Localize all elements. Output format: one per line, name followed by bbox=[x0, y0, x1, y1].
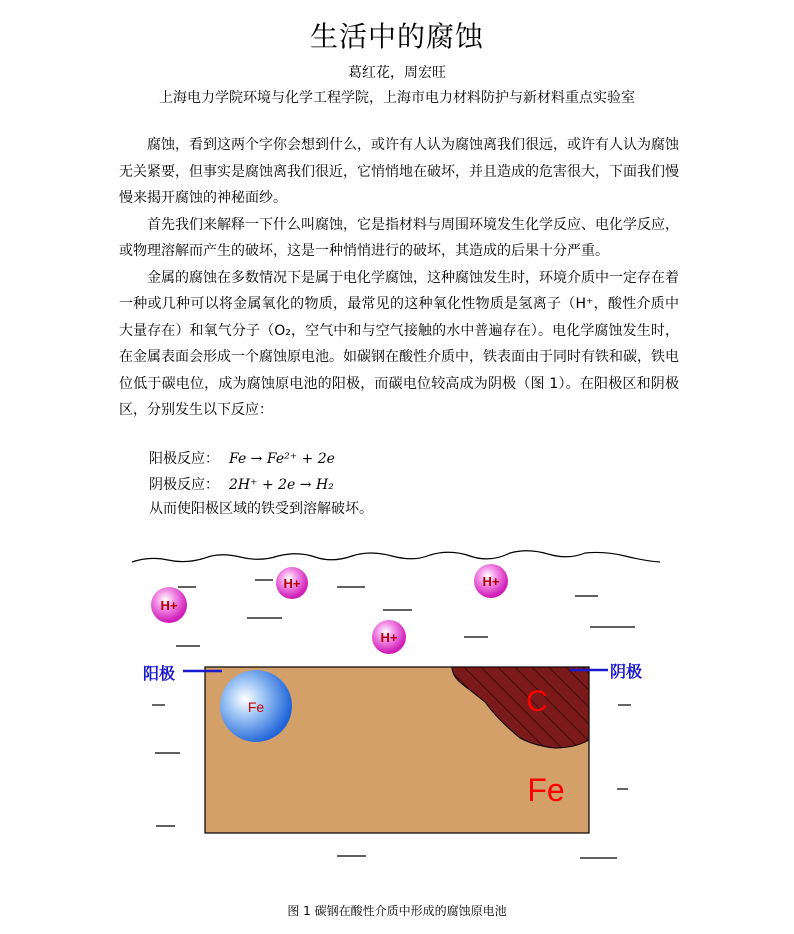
paragraph-1: 腐蚀，看到这两个字你会想到什么，或许有人认为腐蚀离我们很远，或许有人认为腐蚀无关紧要，但事实是腐蚀离我们很近，它悄悄地在破坏，并且造成的危害很大，下面我们慢慢来揭开腐蚀的神秘面纱。 bbox=[119, 137, 679, 206]
conclusion-text: 从而使阳极区域的铁受到溶解破坏。 bbox=[149, 501, 373, 517]
ion-label: H+ bbox=[283, 576, 301, 591]
hydrogen-ion bbox=[276, 567, 308, 599]
hydrogen-ion bbox=[151, 587, 187, 623]
affiliation: 上海电力学院环境与化学工程学院，上海市电力材料防护与新材料重点实验室 bbox=[159, 90, 635, 106]
anode-label: 阳极 bbox=[143, 664, 176, 683]
carbon-label: C bbox=[526, 685, 548, 718]
page-title: 生活中的腐蚀 bbox=[309, 20, 484, 53]
paragraph-3: 金属的腐蚀在多数情况下是属于电化学腐蚀，这种腐蚀发生时，环境介质中一定存在着一种或几种可以将金属氧化的物质，最常见的这种氧化性物质是氢离子（H⁺，酸性介质中大量存在）和氧气分子（O₂，空气中和与空气接触的水中普遍存在）。电化学腐蚀发生时，在金属表面会形成一个腐蚀原电池。如碳钢在酸性介质中，铁表面由于同时有铁和碳，铁电位低于碳电位，成为腐蚀原电池的阳极，而碳电位较高成为阴极（图 1）。在阳极区和阴极区，分别发生以下反应： bbox=[119, 269, 679, 418]
ion-label: H+ bbox=[482, 574, 500, 589]
authors: 葛红花，周宏旺 bbox=[348, 65, 446, 81]
hydrogen-ion bbox=[474, 564, 508, 598]
water-surface-line bbox=[132, 551, 660, 562]
anode-reaction-label: 阳极反应： bbox=[149, 451, 219, 467]
paragraph-2: 首先我们来解释一下什么叫腐蚀，它是指材料与周围环境发生化学反应、电化学反应，或物理溶解而产生的破坏，这是一种悄悄进行的破坏，其造成的后果十分严重。 bbox=[119, 216, 679, 259]
ion-label: H+ bbox=[160, 598, 178, 613]
hydrogen-ion bbox=[372, 620, 406, 654]
cathode-label: 阴极 bbox=[610, 662, 643, 681]
cathode-reaction-label: 阴极反应： bbox=[149, 477, 219, 493]
anode-reaction-equation: Fe → Fe²⁺ + 2e bbox=[229, 451, 335, 467]
ion-label: H+ bbox=[380, 630, 398, 645]
cathode-reaction-equation: 2H⁺ + 2e → H₂ bbox=[229, 477, 334, 493]
iron-label: Fe bbox=[527, 772, 565, 808]
figure-caption: 图 1 碳钢在酸性介质中形成的腐蚀原电池 bbox=[287, 904, 507, 918]
fe-ball-label: Fe bbox=[247, 699, 265, 715]
